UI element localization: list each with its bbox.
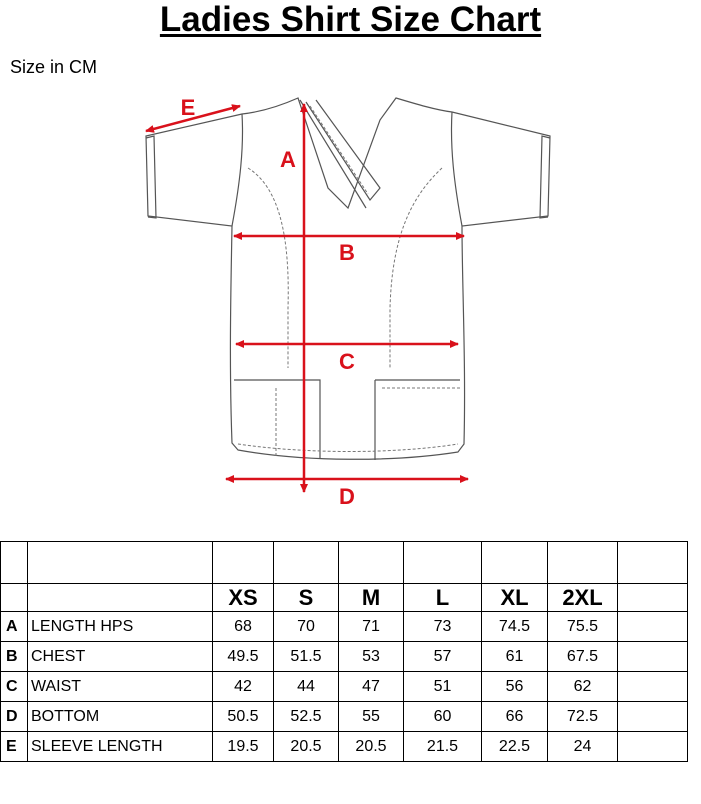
row-letter: A	[1, 612, 28, 642]
row-value: 75.5	[548, 612, 618, 642]
shirt-outline	[146, 98, 550, 460]
row-name: WAIST	[28, 672, 213, 702]
size-header-row	[1, 584, 688, 612]
row-value: 55	[339, 702, 404, 732]
row-value: 66	[482, 702, 548, 732]
left-pocket-stitch	[276, 388, 304, 458]
table-row	[1, 612, 688, 642]
row-value: 74.5	[482, 612, 548, 642]
row-name: BOTTOM	[28, 702, 213, 732]
left-armhole	[232, 114, 243, 226]
size-header: XL	[482, 584, 548, 612]
hem-stitch	[238, 444, 458, 452]
row-value: 50.5	[213, 702, 274, 732]
shirt-diagram-svg	[130, 88, 570, 508]
size-table	[0, 541, 701, 759]
left-pocket	[234, 380, 320, 458]
row-value: 60	[404, 702, 482, 732]
label-b: B	[339, 240, 355, 265]
table-row	[1, 642, 688, 672]
row-value: 52.5	[274, 702, 339, 732]
shirt-diagram	[130, 88, 570, 508]
row-value: 51.5	[274, 642, 339, 672]
row-name: SLEEVE LENGTH	[28, 732, 213, 762]
label-c: C	[339, 349, 355, 374]
right-armhole	[451, 112, 462, 226]
row-value: 42	[213, 672, 274, 702]
left-princess-seam	[248, 168, 288, 368]
row-value: 72.5	[548, 702, 618, 732]
row-value: 68	[213, 612, 274, 642]
table-row	[1, 672, 688, 702]
row-value: 71	[339, 612, 404, 642]
neck-band-outer	[300, 100, 366, 208]
table-row	[1, 732, 688, 762]
row-value: 44	[274, 672, 339, 702]
row-value: 19.5	[213, 732, 274, 762]
row-value: 49.5	[213, 642, 274, 672]
row-value: 24	[548, 732, 618, 762]
row-value: 57	[404, 642, 482, 672]
size-header: S	[274, 584, 339, 612]
size-header: 2XL	[548, 584, 618, 612]
row-value: 70	[274, 612, 339, 642]
row-value: 20.5	[339, 732, 404, 762]
row-value: 20.5	[274, 732, 339, 762]
title-text: Ladies Shirt Size Chart	[159, 0, 542, 39]
row-value: 51	[404, 672, 482, 702]
label-a: A	[280, 147, 296, 172]
row-letter: C	[1, 672, 28, 702]
stitch-lines	[238, 106, 460, 458]
row-value: 73	[404, 612, 482, 642]
units-label: Size in CM	[10, 57, 98, 77]
row-value: 22.5	[482, 732, 548, 762]
right-princess-seam	[390, 168, 442, 368]
row-name: LENGTH HPS	[28, 612, 213, 642]
size-header: XS	[213, 584, 274, 612]
row-value: 21.5	[404, 732, 482, 762]
neck-stitch	[310, 106, 368, 194]
label-d: D	[339, 484, 355, 508]
row-value: 62	[548, 672, 618, 702]
row-value: 56	[482, 672, 548, 702]
size-header: L	[404, 584, 482, 612]
label-e: E	[180, 95, 196, 120]
table-row	[1, 702, 688, 732]
row-letter: D	[1, 702, 28, 732]
row-value: 47	[339, 672, 404, 702]
row-value: 61	[482, 642, 548, 672]
shirt-body-outline	[146, 98, 550, 459]
row-value: 53	[339, 642, 404, 672]
row-letter: E	[1, 732, 28, 762]
table-header-spacer-row	[1, 542, 688, 584]
size-header: M	[339, 584, 404, 612]
page-title	[0, 0, 701, 40]
row-name: CHEST	[28, 642, 213, 672]
row-letter: B	[1, 642, 28, 672]
row-value: 67.5	[548, 642, 618, 672]
